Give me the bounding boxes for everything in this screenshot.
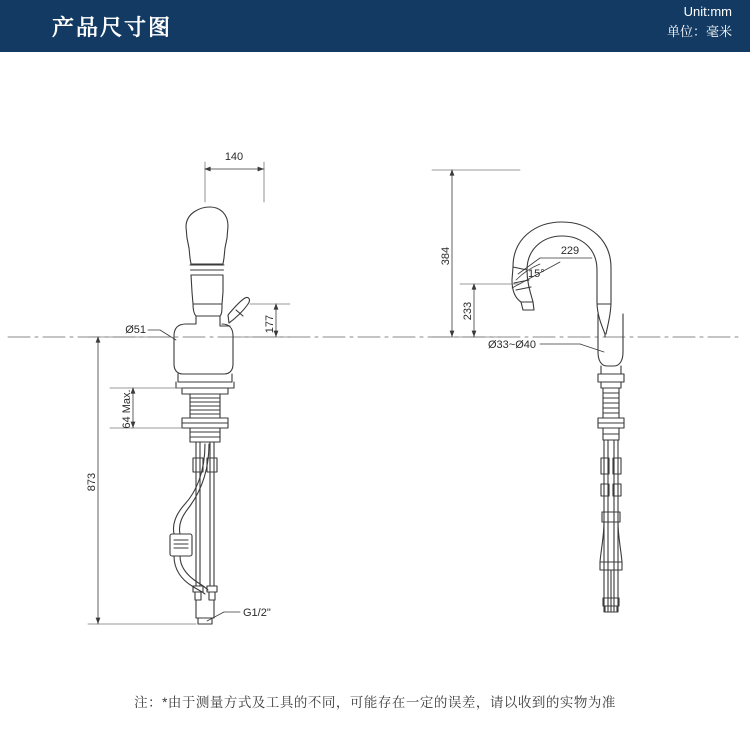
side-view-dimensions	[432, 170, 604, 352]
dim-label-64max: 64 Max.	[121, 389, 133, 429]
dimension-drawing	[0, 52, 750, 677]
front-view-dimensions	[88, 162, 290, 624]
dim-label-177: 177	[264, 314, 276, 334]
side-view-geometry	[512, 222, 624, 612]
dim-label-d51: Ø51	[125, 324, 146, 336]
unit-label	[667, 2, 732, 42]
dim-label-384: 384	[440, 246, 452, 266]
dim-label-140: 140	[224, 151, 244, 163]
dim-label-233: 233	[462, 301, 474, 321]
unit-label-cn: 单位：毫米	[666, 24, 732, 39]
dim-label-g12: G1/2"	[243, 607, 271, 619]
dim-label-873: 873	[86, 472, 98, 492]
dim-label-d33-d40: Ø33~Ø40	[487, 339, 536, 351]
dim-label-229: 229	[560, 245, 580, 257]
measurement-note: 注：*由于测量方式及工具的不同，可能存在一定的误差，请以收到的实物为准	[134, 695, 616, 710]
front-view-geometry	[170, 207, 249, 624]
unit-label-en: Unit:mm	[683, 4, 732, 19]
dim-label-15deg: 15°	[528, 268, 545, 280]
page-header	[0, 0, 750, 52]
page-title: 产品尺寸图	[52, 15, 173, 40]
